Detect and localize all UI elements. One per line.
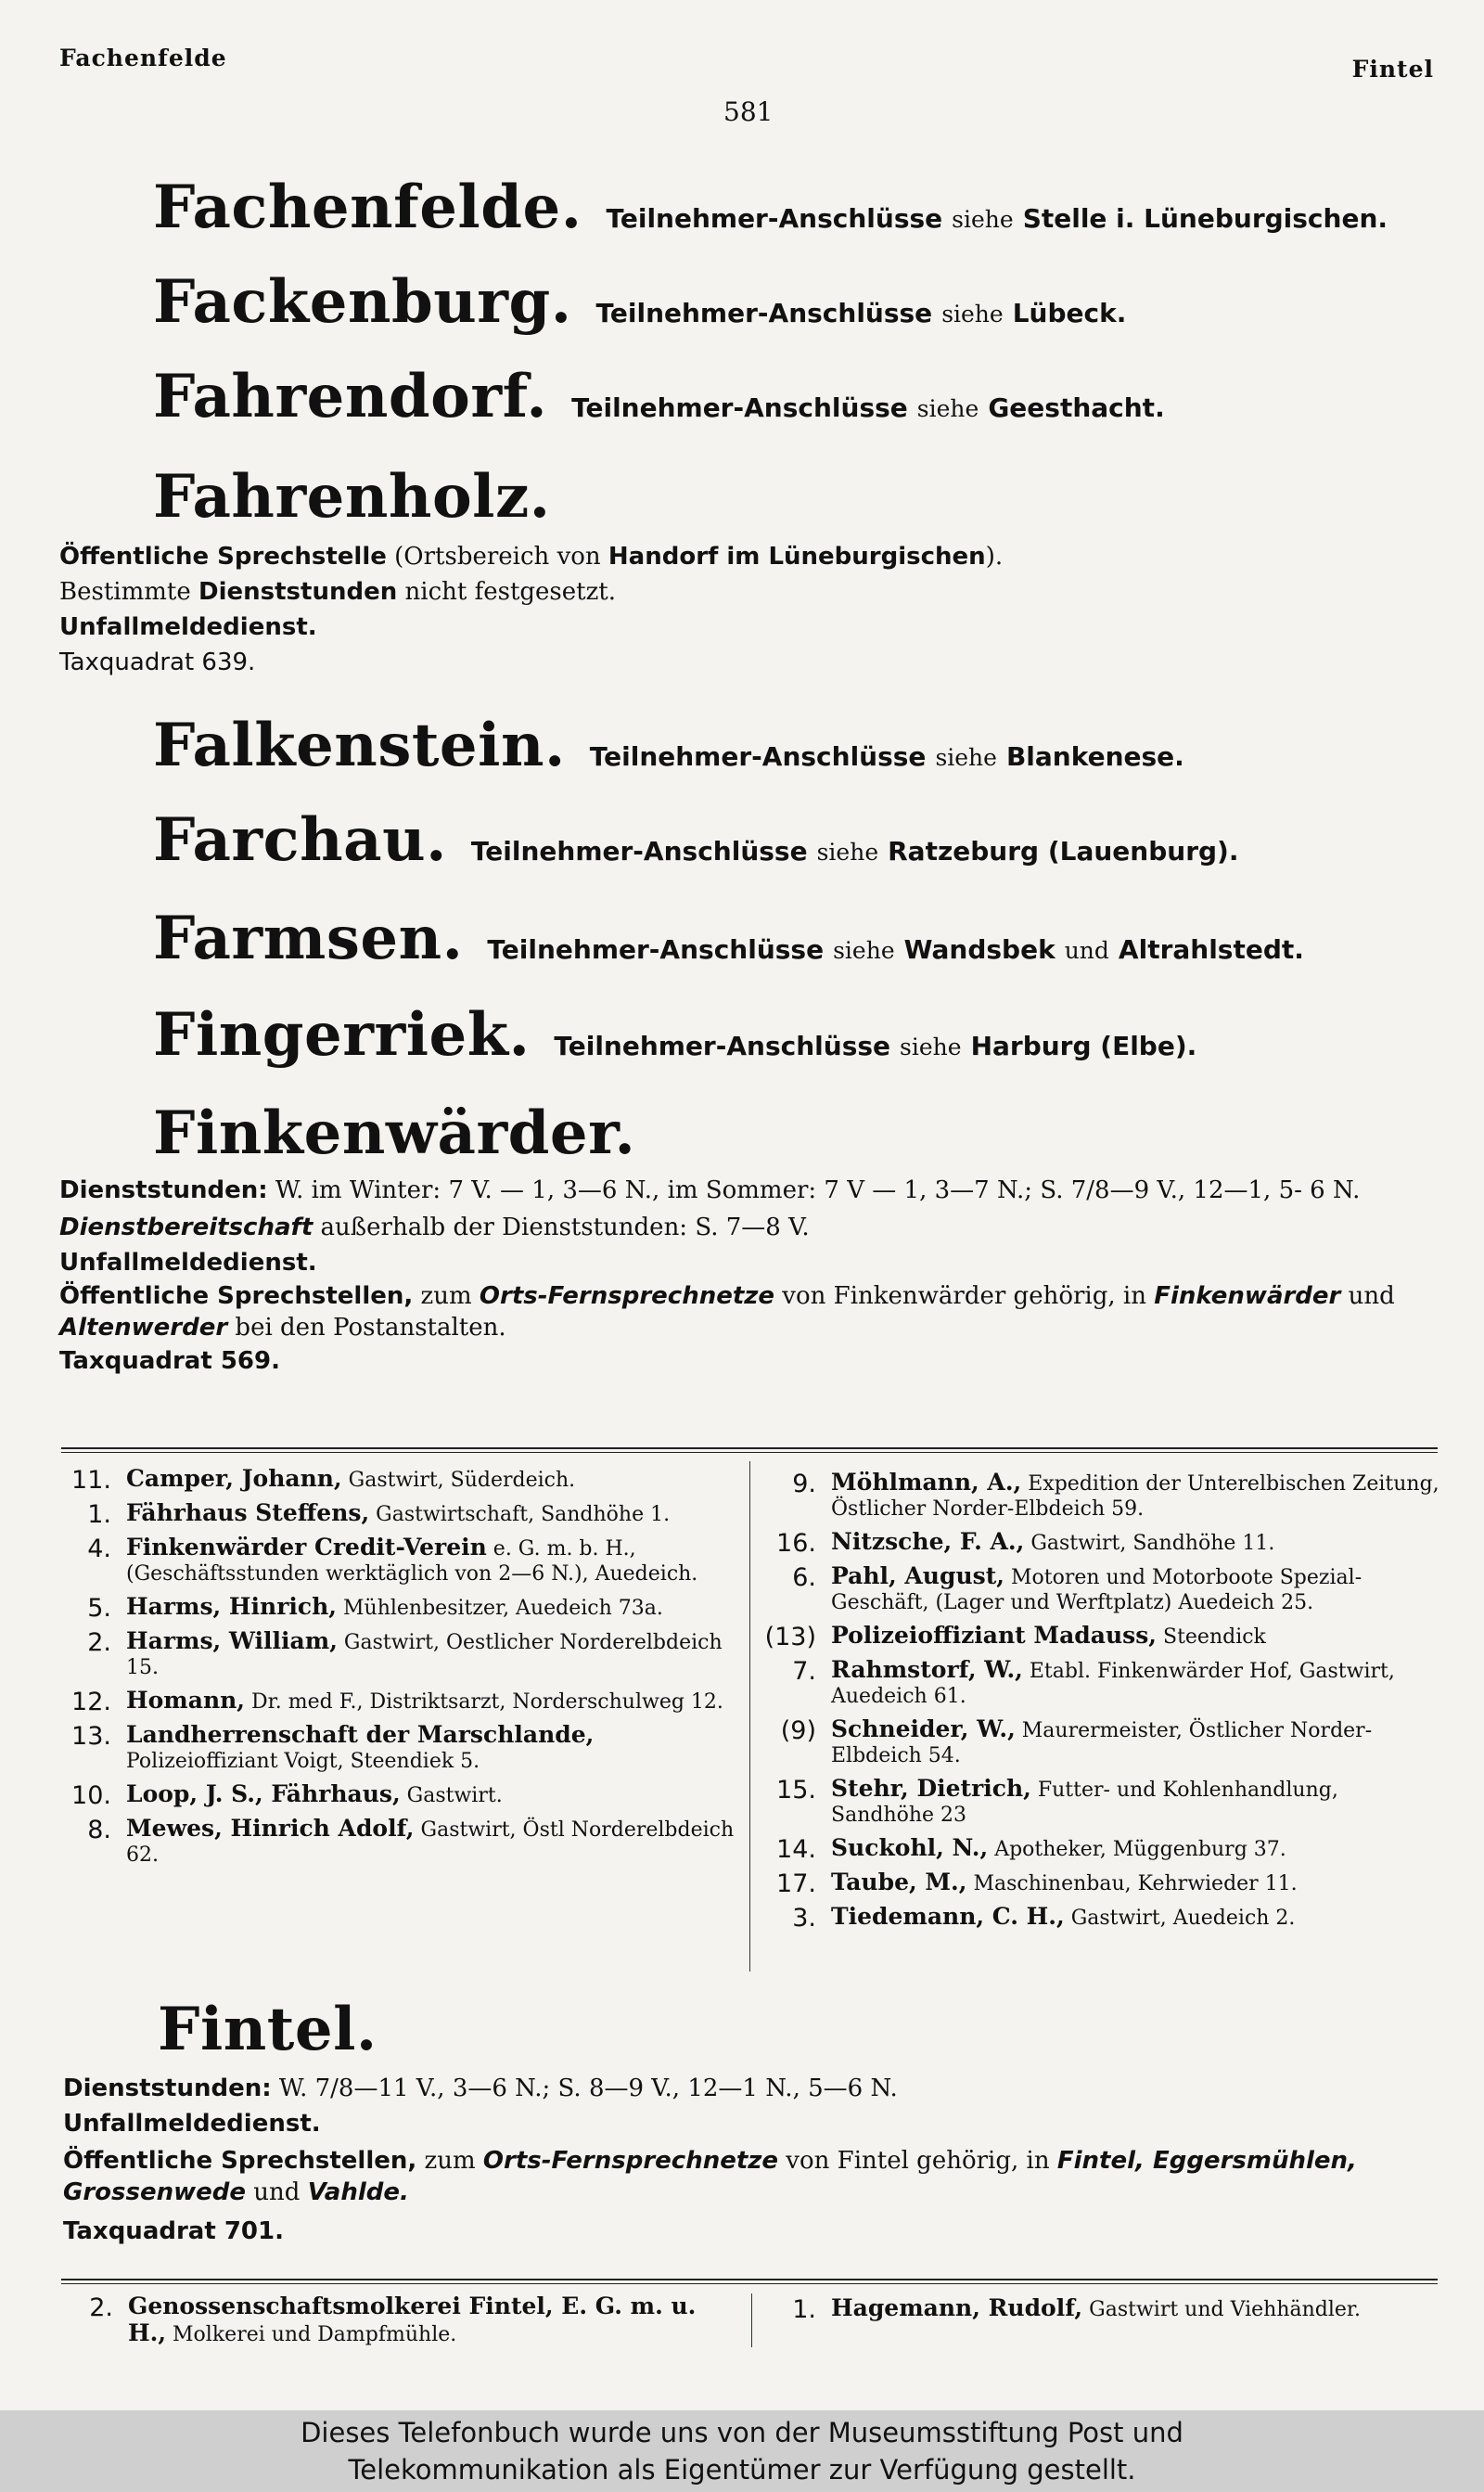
info-place: Vahlde. [307,2178,409,2206]
subscriber-number: (13) [764,1623,816,1651]
subscriber-entry [65,1594,735,1621]
finkenwaerder-subscribers-right [764,1469,1441,1938]
subscriber-name: Loop, J. S., Fährhaus, [126,1780,401,1807]
subscriber-details: Mühlenbesitzer, Auedeich 73a. [343,1597,663,1620]
divider [61,2279,1438,2284]
place-name: Fingerriek. [153,1000,531,1070]
place-name: Falkenstein. [153,711,566,780]
reference [487,934,1304,965]
subscriber-entry [65,1628,735,1680]
accident-service: Unfallmeldedienst. [59,613,317,641]
reference-label: Teilnehmer-Anschlüsse [606,203,943,234]
subscriber-entry [65,1816,735,1868]
subscriber-entry [770,1869,1441,1896]
hours-label: Dienststunden [198,578,398,606]
subscriber-number: 1. [792,2295,816,2324]
reference-target: Blankenese. [1005,741,1184,772]
subscriber-entry [770,1657,1441,1709]
public-station-label: Öffentliche Sprechstelle [59,543,387,571]
reference-and: und [1064,937,1109,964]
subscriber-number: 13. [71,1722,111,1751]
place-name: Finkenwärder. [153,1098,636,1168]
subscriber-details: Gastwirt, Oestlicher Norderelbdeich 15. [126,1631,723,1679]
subscriber-entry [67,2293,735,2347]
reference-see: siehe [816,839,879,866]
entry-fingerriek [153,1000,1197,1070]
subscriber-number: 2. [87,1628,111,1657]
subscriber-number: 5. [87,1594,111,1623]
info-text: zum [416,2147,483,2175]
reference-see: siehe [935,744,997,771]
subscriber-number: 8. [87,1816,111,1844]
subscriber-entry [65,1781,735,1808]
place-name: Fahrendorf. [153,362,548,431]
info-text: und [1340,1282,1395,1310]
reference-target: Wandsbek [903,934,1055,965]
column-divider [751,2293,752,2347]
reference-target: Lübeck. [1012,298,1127,328]
subscriber-number: 7. [792,1657,816,1686]
subscriber-name: Stehr, Dietrich, [831,1775,1031,1802]
fintel-subscribers-right [770,2295,1441,2328]
subscriber-entry [770,1776,1441,1828]
info-text: zum [413,1282,480,1310]
subscriber-entry [770,1904,1441,1931]
subscriber-details: Gastwirtschaft, Sandhöhe 1. [376,1503,671,1526]
reference-label: Teilnehmer-Anschlüsse [470,836,808,867]
place-name: Fachenfelde. [153,173,582,242]
tax-square: Taxquadrat 701. [63,2217,284,2245]
info-place: Finkenwärder [1154,1282,1341,1310]
page-number: 581 [723,96,774,127]
subscriber-name: Finkenwärder Credit-Verein [126,1534,487,1561]
entry-fahrendorf [153,362,1165,431]
divider [61,1447,1438,1453]
subscriber-number: 15. [776,1776,816,1805]
footer-notice [0,2410,1484,2492]
entry-fachenfelde [153,173,1388,242]
subscriber-name: Taube, M., [831,1869,967,1895]
standby-text: außerhalb der Dienststunden: S. 7—8 V. [313,1214,810,1241]
subscriber-name: Rahmstorf, W., [831,1656,1023,1683]
subscriber-details: Steendick [1163,1625,1266,1649]
subscriber-details: Apotheker, Müggenburg 37. [994,1838,1286,1861]
reference [471,836,1239,867]
info-network: Orts-Fernsprechnetze [482,2147,779,2175]
fintel-info [63,2071,1445,2249]
public-station-label: Öffentliche Sprechstellen, [63,2147,417,2175]
subscriber-name: Tiedemann, C. H., [831,1903,1065,1930]
subscriber-name: Hagemann, Rudolf, [831,2294,1083,2321]
subscriber-entry [764,1622,1441,1651]
reference-see: siehe [833,937,895,964]
reference-label: Teilnehmer-Anschlüsse [554,1031,891,1061]
place-name: Fintel. [158,1995,377,2064]
subscriber-name: Landherrenschaft der Marschlande, [126,1721,595,1748]
reference [571,392,1165,423]
subscriber-details: Molkerei und Dampfmühle. [173,2323,457,2346]
info-text: nicht festgesetzt. [397,578,617,606]
entry-fahrenholz [153,462,551,532]
subscriber-name: Fährhaus Steffens, [126,1499,370,1526]
subscriber-entry [65,1466,735,1493]
subscriber-number: 11. [71,1466,111,1495]
subscriber-name: Polizeioffiziant Madauss, [831,1622,1157,1649]
place-name: Farchau. [153,805,447,875]
subscriber-number: (9) [780,1716,816,1745]
reference-see: siehe [900,1034,962,1060]
subscriber-name: Möhlmann, A., [831,1469,1022,1496]
fintel-subscribers-left [67,2293,735,2353]
place-name: Fahrenholz. [153,462,551,532]
subscriber-details: Gastwirt, Auedeich 2. [1070,1907,1296,1930]
column-divider [749,1461,750,1972]
info-place: Handorf im Lüneburgischen [608,543,986,571]
subscriber-details: Gastwirt, Süderdeich. [348,1469,576,1492]
info-text: von Fintel gehörig, in [778,2147,1057,2175]
subscriber-details: Gastwirt. [406,1784,503,1807]
subscriber-name: Pahl, August, [831,1562,1004,1589]
subscriber-number: 10. [71,1781,111,1810]
reference [554,1031,1196,1061]
reference-target-2: Altrahlstedt. [1118,934,1304,965]
subscriber-details: Etabl. Finkenwärder Hof, Gastwirt, Auedeich 61. [831,1660,1395,1708]
standby-label: Dienstbereitschaft [59,1214,313,1241]
subscriber-entry [770,1835,1441,1862]
info-text: (Ortsbereich von [386,543,608,571]
finkenwaerder-info [59,1175,1441,1379]
reference-target: Harburg (Elbe). [970,1031,1197,1061]
reference-see: siehe [952,206,1014,233]
tax-square: Taxquadrat 639. [59,649,256,676]
info-text: ). [985,543,1004,571]
reference-label: Teilnehmer-Anschlüsse [589,741,927,772]
subscriber-details: Polizeioffiziant Voigt, Steendiek 5. [126,1750,480,1773]
subscriber-entry [65,1500,735,1527]
accident-service: Unfallmeldedienst. [59,1249,317,1277]
subscriber-number: 1. [87,1500,111,1529]
info-text: und [246,2178,308,2206]
subscriber-number: 4. [87,1535,111,1563]
entry-farmsen [153,904,1304,973]
reference-see: siehe [916,395,979,422]
finkenwaerder-subscribers-left [65,1466,735,1875]
hours-text: W. im Winter: 7 V. — 1, 3—6 N., im Sommer: 7 V — 1, 3—7 N.; S. 7/8—9 V., 12—1, 5- 6 N. [267,1176,1361,1204]
info-text: Bestimmte [59,578,199,606]
info-place: Fintel, Eggersmühlen, Grossenwede [63,2147,1357,2206]
subscriber-name: Harms, William, [126,1627,338,1654]
subscriber-details: Gastwirt, Östl Norderelbdeich 62. [126,1818,735,1867]
entry-fackenburg [153,267,1127,337]
subscriber-entry [770,2295,1441,2322]
reference-label: Teilnehmer-Anschlüsse [571,392,908,423]
subscriber-number: 16. [776,1529,816,1558]
subscriber-number: 9. [792,1470,816,1498]
subscriber-entry [65,1535,735,1586]
info-text: bei den Postanstalten. [227,1314,506,1342]
subscriber-number: 6. [792,1563,816,1592]
subscriber-details: Dr. med F., Distriktsarzt, Norderschulweg 12. [251,1690,723,1714]
footer-line: Dieses Telefonbuch wurde uns von der Museumsstiftung Post und [301,2417,1183,2448]
subscriber-entry [770,1563,1441,1615]
subscriber-entry [770,1716,1441,1768]
reference [596,298,1127,328]
subscriber-entry [770,1529,1441,1556]
entry-farchau [153,805,1239,875]
subscriber-name: Harms, Hinrich, [126,1593,337,1620]
subscriber-number: 2. [89,2293,113,2322]
info-text: von Finkenwärder gehörig, in [774,1282,1155,1310]
entry-falkenstein [153,711,1184,780]
subscriber-details: Futter- und Kohlenhandlung, Sandhöhe 23 [831,1779,1338,1827]
subscriber-name: Suckohl, N., [831,1834,989,1861]
subscriber-name: Homann, [126,1687,246,1714]
public-station-label: Öffentliche Sprechstellen, [59,1282,414,1310]
subscriber-number: 17. [776,1869,816,1898]
info-network: Orts-Fernsprechnetze [479,1282,775,1310]
subscriber-name: Nitzsche, F. A., [831,1528,1025,1555]
footer-line: Telekommunikation als Eigentümer zur Verfügung gestellt. [348,2454,1136,2486]
subscriber-number: 14. [776,1835,816,1864]
subscriber-entry [65,1722,735,1774]
subscriber-details: Motoren und Motorboote Spezial-Geschäft, (Lager und Werftplatz) Auedeich 25. [831,1566,1362,1614]
reference-target: Ratzeburg (Lauenburg). [888,836,1239,867]
accident-service: Unfallmeldedienst. [63,2110,321,2138]
entry-fintel [158,1995,377,2064]
subscriber-number: 12. [71,1688,111,1716]
fahrenholz-info [59,539,1441,680]
subscriber-name: Schneider, W., [831,1715,1016,1742]
subscriber-name: Camper, Johann, [126,1465,342,1492]
subscriber-details: Maurermeister, Östlicher Norder-Elbdeich 54. [831,1719,1373,1767]
subscriber-details: e. G. m. b. H., (Geschäftsstunden werktäglich von 2—6 N.), Auedeich. [126,1537,698,1586]
reference-label: Teilnehmer-Anschlüsse [595,298,933,328]
subscriber-details: Gastwirt, Sandhöhe 11. [1030,1532,1275,1555]
subscriber-number: 3. [792,1904,816,1933]
place-name: Farmsen. [153,904,464,973]
reference [606,203,1388,234]
subscriber-details: Maschinenbau, Kehrwieder 11. [973,1872,1298,1895]
info-place: Altenwerder [59,1314,228,1342]
reference-target: Stelle i. Lüneburgischen. [1022,203,1388,234]
hours-label: Dienststunden: [59,1176,268,1204]
reference-see: siehe [941,301,1004,328]
subscriber-details: Expedition der Unterelbischen Zeitung, Östlicher Norder-Elbdeich 59. [831,1472,1439,1521]
hours-label: Dienststunden: [63,2075,272,2102]
subscriber-name: Mewes, Hinrich Adolf, [126,1815,415,1842]
subscriber-name: Genossenschaftsmolkerei Fintel, E. G. m. u. H., [128,2293,697,2346]
subscriber-details: Gastwirt und Viehhändler. [1089,2298,1362,2321]
tax-square: Taxquadrat 569. [59,1347,280,1375]
entry-finkenwaerder [153,1098,636,1168]
running-head-right: Fintel [1351,56,1434,83]
reference [590,741,1184,772]
hours-text: W. 7/8—11 V., 3—6 N.; S. 8—9 V., 12—1 N., 5—6 N. [271,2075,898,2102]
place-name: Fackenburg. [153,267,572,337]
running-head-left: Fachenfelde [59,45,227,71]
reference-label: Teilnehmer-Anschlüsse [487,934,825,965]
reference-target: Geesthacht. [988,392,1165,423]
subscriber-entry [65,1688,735,1715]
subscriber-entry [770,1470,1441,1522]
